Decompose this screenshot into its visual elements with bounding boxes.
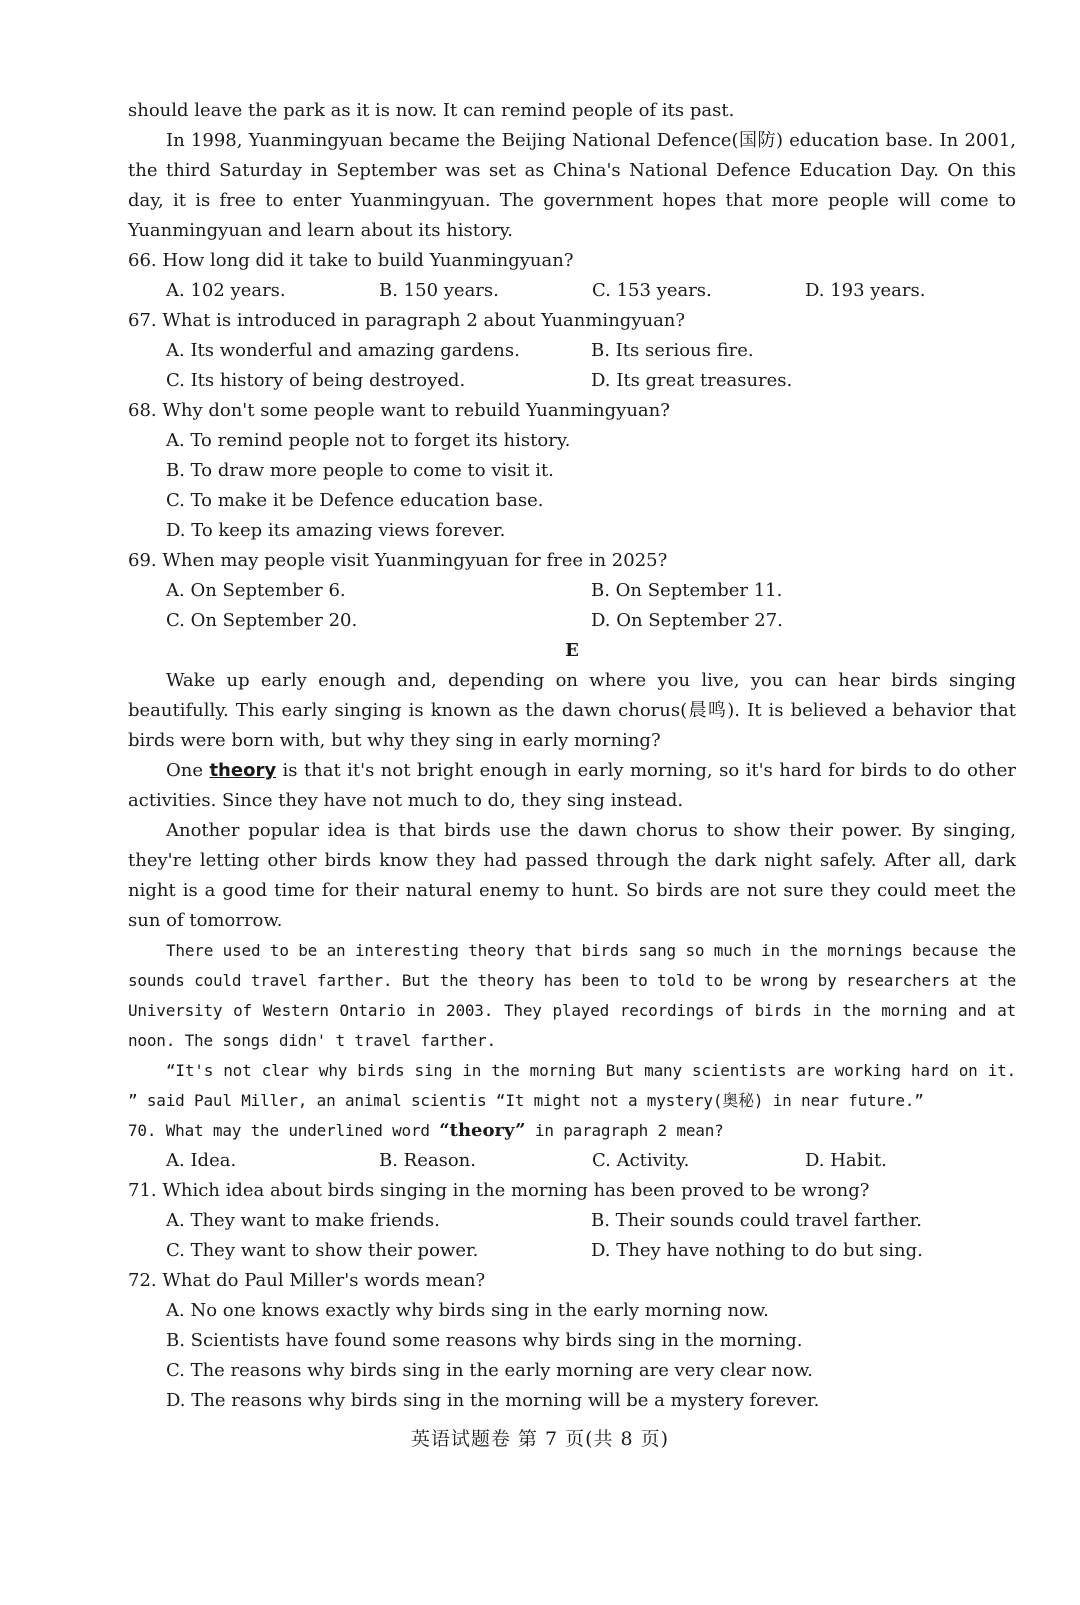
question-67-options — [166, 336, 1016, 396]
option-c: C. To make it be Defence education base. — [166, 490, 544, 511]
option-b: B. Scientists have found some reasons why birds sing in the morning. — [166, 1330, 803, 1351]
passage-paragraph: Another popular idea is that birds use the dawn chorus to show their power. By singing, they're letting other birds know they had passed through the dark night safely. After all, dark night is a good time for their natural enemy to hunt. So birds are not sure they could meet the sun of tomorrow. — [128, 820, 1016, 931]
option-b: B. Reason. — [379, 1150, 476, 1171]
option-d: D. 193 years. — [805, 280, 926, 301]
option-c: C. They want to show their power. — [166, 1240, 479, 1261]
question-71-options — [166, 1206, 1016, 1266]
option-d: D. They have nothing to do but sing. — [591, 1240, 923, 1261]
option-c: C. Activity. — [592, 1150, 690, 1171]
option-d: D. Habit. — [805, 1150, 887, 1171]
option-d: D. On September 27. — [591, 610, 783, 631]
question-70-options — [166, 1146, 1016, 1176]
question-72-options — [166, 1296, 1016, 1416]
question-69-options — [166, 576, 1016, 636]
option-b: B. Its serious fire. — [591, 340, 754, 361]
option-b: B. 150 years. — [379, 280, 499, 301]
underlined-word: theory — [209, 760, 277, 781]
text-fragment: 70. What may the underlined word — [128, 1121, 440, 1140]
option-a: A. No one knows exactly why birds sing in the early morning now. — [166, 1300, 769, 1321]
passage-paragraph: Wake up early enough and, depending on where you live, you can hear birds singing beautifully. This early singing is known as the dawn chorus(晨鸣). It is believed a behavior that birds were born with, but why they sing in early morning? — [128, 670, 1016, 751]
option-b: B. On September 11. — [591, 580, 783, 601]
page-content — [128, 96, 1016, 1416]
question-70-stem — [128, 1116, 1016, 1146]
question-66-options — [166, 276, 1016, 306]
page-footer: 英语试题卷 第 7 页(共 8 页) — [410, 1428, 670, 1450]
section-heading: E — [565, 640, 579, 661]
option-c: C. The reasons why birds sing in the early morning are very clear now. — [166, 1360, 813, 1381]
passage-paragraph — [128, 756, 1016, 816]
option-d: D. The reasons why birds sing in the morning will be a mystery forever. — [166, 1390, 820, 1411]
option-a: A. On September 6. — [166, 580, 346, 601]
option-c: C. On September 20. — [166, 610, 358, 631]
option-c: C. 153 years. — [592, 280, 712, 301]
option-a: A. Its wonderful and amazing gardens. — [166, 340, 520, 361]
question-72-stem: 72. What do Paul Miller's words mean? — [128, 1270, 486, 1291]
quoted-word: “theory” — [439, 1120, 526, 1141]
option-d: D. Its great treasures. — [591, 370, 793, 391]
question-66-stem: 66. How long did it take to build Yuanmingyuan? — [128, 250, 574, 271]
option-d: D. To keep its amazing views forever. — [166, 520, 506, 541]
text-fragment: in paragraph 2 mean? — [525, 1121, 724, 1140]
question-67-stem: 67. What is introduced in paragraph 2 about Yuanmingyuan? — [128, 310, 686, 331]
option-a: A. To remind people not to forget its history. — [166, 430, 571, 451]
option-b: B. To draw more people to come to visit it. — [166, 460, 554, 481]
passage-paragraph: In 1998, Yuanmingyuan became the Beijing National Defence(国防) education base. In 2001, the third Saturday in September was set as China's National Defence Education Day. On this day, it is free to enter Yuanmingyuan. The government hopes that more people will come to Yuanmingyuan and learn about its history. — [128, 130, 1016, 241]
text-fragment: One — [166, 760, 210, 781]
passage-paragraph: There used to be an interesting theory that birds sang so much in the mornings because the sounds could travel farther. But the theory has been to told to be wrong by researchers at the University of Western Ontario in 2003. They played recordings of birds in the morning and at noon. The songs didn' t travel farther. — [128, 941, 1016, 1050]
option-a: A. They want to make friends. — [166, 1210, 440, 1231]
question-68-options — [166, 426, 1016, 546]
option-c: C. Its history of being destroyed. — [166, 370, 466, 391]
option-a: A. Idea. — [166, 1150, 237, 1171]
option-b: B. Their sounds could travel farther. — [591, 1210, 922, 1231]
question-69-stem: 69. When may people visit Yuanmingyuan for free in 2025? — [128, 550, 668, 571]
passage-paragraph: “It's not clear why birds sing in the morning But many scientists are working hard on it. ” said Paul Miller, an animal scientis “It might not a mystery(奥秘) in near future.” — [128, 1061, 1016, 1110]
text-fragment: is that it's not bright enough in early morning, so it's hard for birds to do other activities. Since they have not much to do, they sing instead. — [128, 760, 1016, 811]
passage-line: should leave the park as it is now. It can remind people of its past. — [128, 100, 735, 121]
question-68-stem: 68. Why don't some people want to rebuild Yuanmingyuan? — [128, 400, 670, 421]
question-71-stem: 71. Which idea about birds singing in the morning has been proved to be wrong? — [128, 1180, 870, 1201]
option-a: A. 102 years. — [166, 280, 286, 301]
